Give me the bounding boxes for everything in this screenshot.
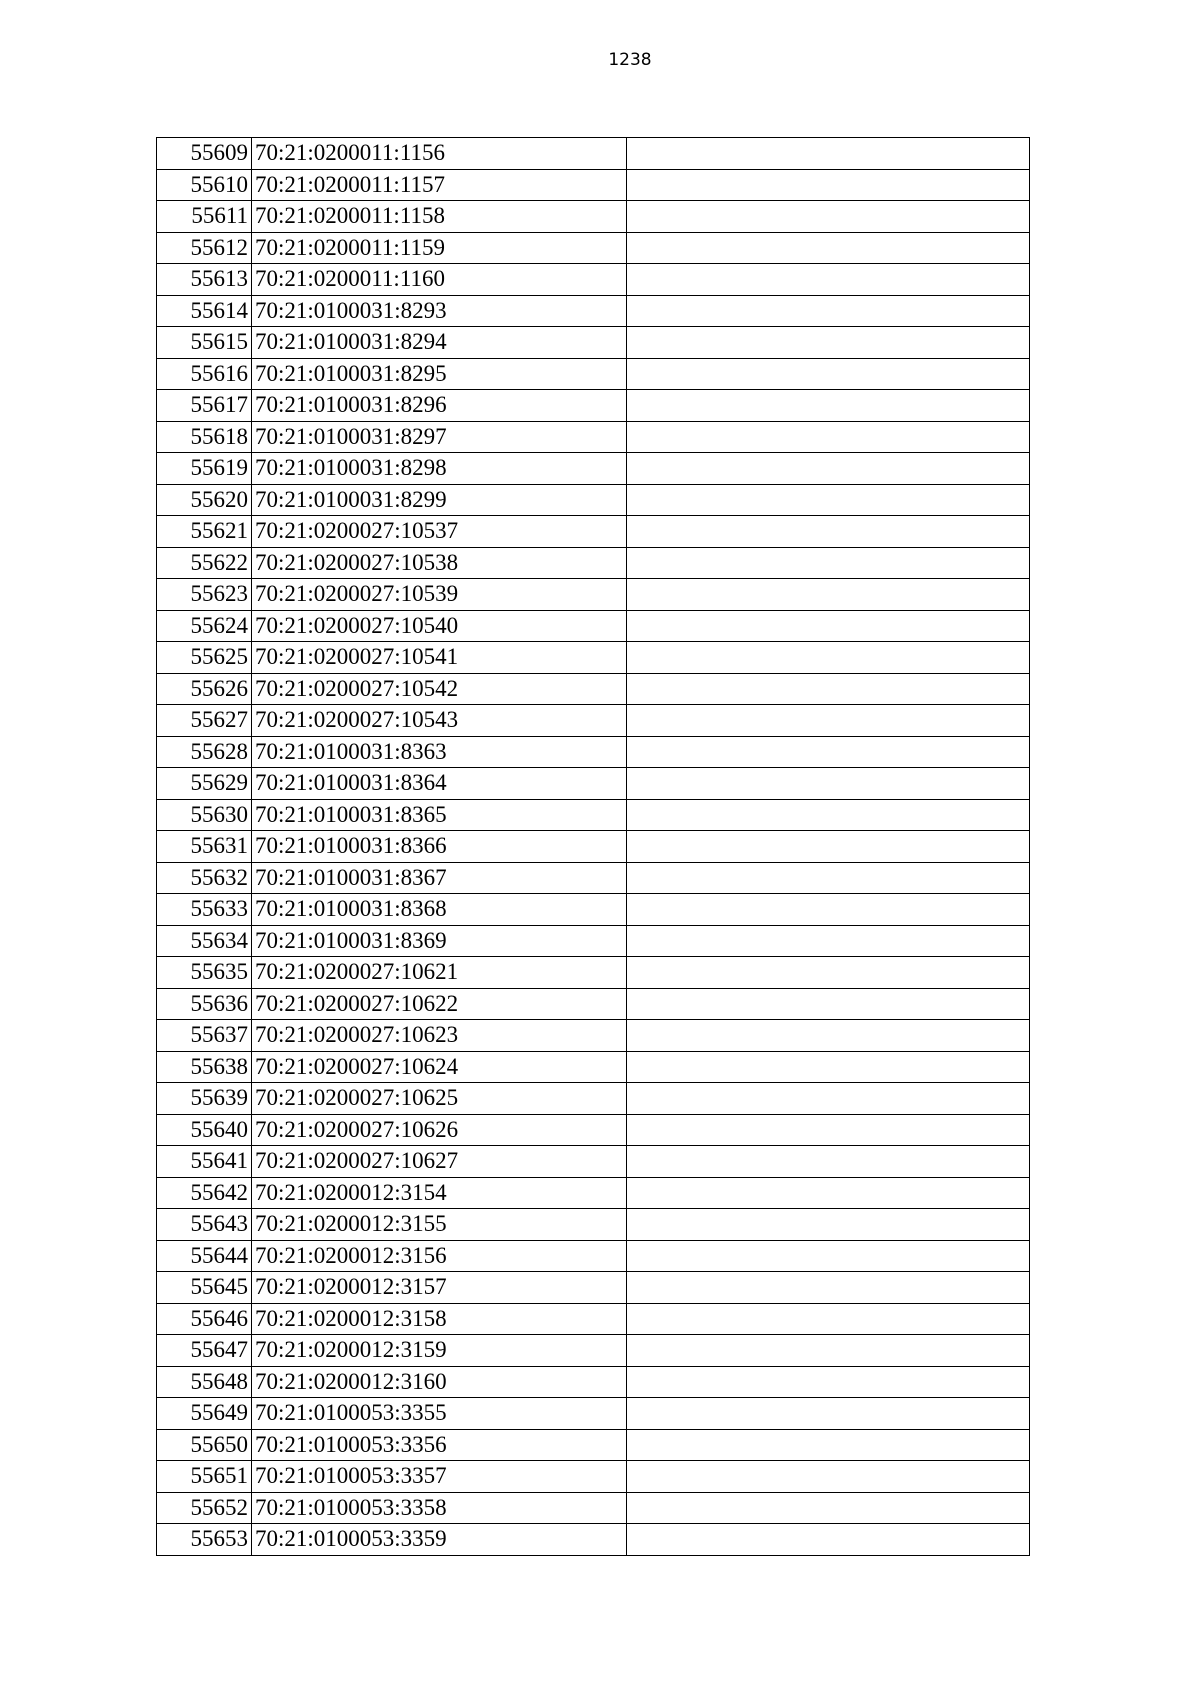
row-number-cell: 55646 (157, 1303, 252, 1335)
row-number-cell: 55650 (157, 1429, 252, 1461)
table-row (157, 1020, 1030, 1052)
table-row (157, 1177, 1030, 1209)
cadastral-number-cell: 70:21:0200011:1156 (252, 138, 627, 170)
cadastral-number-cell: 70:21:0100031:8366 (252, 831, 627, 863)
table-row (157, 1083, 1030, 1115)
empty-cell (627, 831, 1030, 863)
empty-cell (627, 201, 1030, 233)
row-number-cell: 55628 (157, 736, 252, 768)
cadastral-number-cell: 70:21:0100031:8294 (252, 327, 627, 359)
cadastral-value-table (156, 137, 1030, 1556)
row-number-cell: 55616 (157, 358, 252, 390)
table-row (157, 768, 1030, 800)
empty-cell (627, 1492, 1030, 1524)
empty-cell (627, 579, 1030, 611)
row-number-cell: 55630 (157, 799, 252, 831)
row-number-cell: 55633 (157, 894, 252, 926)
empty-cell (627, 138, 1030, 170)
cadastral-number-cell: 70:21:0200012:3160 (252, 1366, 627, 1398)
cadastral-number-cell: 70:21:0100031:8295 (252, 358, 627, 390)
empty-cell (627, 421, 1030, 453)
cadastral-number-cell: 70:21:0100031:8297 (252, 421, 627, 453)
empty-cell (627, 925, 1030, 957)
table-row (157, 453, 1030, 485)
empty-cell (627, 1020, 1030, 1052)
table-row (157, 327, 1030, 359)
table-row (157, 1114, 1030, 1146)
table-row (157, 169, 1030, 201)
cadastral-number-cell: 70:21:0100053:3358 (252, 1492, 627, 1524)
table-row (157, 1335, 1030, 1367)
page-number: 1238 (608, 50, 652, 70)
table-row (157, 610, 1030, 642)
empty-cell (627, 484, 1030, 516)
cadastral-number-cell: 70:21:0200027:10625 (252, 1083, 627, 1115)
table-row (157, 358, 1030, 390)
row-number-cell: 55652 (157, 1492, 252, 1524)
empty-cell (627, 988, 1030, 1020)
table-row (157, 421, 1030, 453)
cadastral-number-cell: 70:21:0200011:1159 (252, 232, 627, 264)
row-number-cell: 55619 (157, 453, 252, 485)
row-number-cell: 55641 (157, 1146, 252, 1178)
row-number-cell: 55649 (157, 1398, 252, 1430)
table-row (157, 1146, 1030, 1178)
cadastral-number-cell: 70:21:0100031:8299 (252, 484, 627, 516)
empty-cell (627, 232, 1030, 264)
table-row (157, 1240, 1030, 1272)
table-row (157, 264, 1030, 296)
empty-cell (627, 1398, 1030, 1430)
table-row (157, 925, 1030, 957)
cadastral-number-cell: 70:21:0200027:10621 (252, 957, 627, 989)
table-row (157, 579, 1030, 611)
table-row (157, 138, 1030, 170)
row-number-cell: 55642 (157, 1177, 252, 1209)
cadastral-number-cell: 70:21:0200012:3154 (252, 1177, 627, 1209)
table-row (157, 957, 1030, 989)
row-number-cell: 55637 (157, 1020, 252, 1052)
cadastral-number-cell: 70:21:0200027:10622 (252, 988, 627, 1020)
row-number-cell: 55643 (157, 1209, 252, 1241)
table-row (157, 1524, 1030, 1556)
empty-cell (627, 1240, 1030, 1272)
table-row (157, 1366, 1030, 1398)
cadastral-number-cell: 70:21:0100053:3355 (252, 1398, 627, 1430)
empty-cell (627, 673, 1030, 705)
table-row (157, 862, 1030, 894)
empty-cell (627, 799, 1030, 831)
empty-cell (627, 1335, 1030, 1367)
cadastral-number-cell: 70:21:0200012:3157 (252, 1272, 627, 1304)
cadastral-number-cell: 70:21:0200011:1158 (252, 201, 627, 233)
cadastral-number-cell: 70:21:0200027:10540 (252, 610, 627, 642)
cadastral-number-cell: 70:21:0100053:3359 (252, 1524, 627, 1556)
empty-cell (627, 295, 1030, 327)
cadastral-number-cell: 70:21:0200027:10627 (252, 1146, 627, 1178)
table-row (157, 1209, 1030, 1241)
cadastral-number-cell: 70:21:0200027:10538 (252, 547, 627, 579)
cadastral-number-cell: 70:21:0200027:10623 (252, 1020, 627, 1052)
table-row (157, 1051, 1030, 1083)
empty-cell (627, 642, 1030, 674)
table-row (157, 547, 1030, 579)
cadastral-number-cell: 70:21:0100031:8293 (252, 295, 627, 327)
empty-cell (627, 1114, 1030, 1146)
cadastral-number-cell: 70:21:0100053:3356 (252, 1429, 627, 1461)
empty-cell (627, 327, 1030, 359)
row-number-cell: 55627 (157, 705, 252, 737)
cadastral-number-cell: 70:21:0200011:1157 (252, 169, 627, 201)
empty-cell (627, 358, 1030, 390)
row-number-cell: 55613 (157, 264, 252, 296)
empty-cell (627, 516, 1030, 548)
table-row (157, 232, 1030, 264)
cadastral-number-cell: 70:21:0200012:3159 (252, 1335, 627, 1367)
row-number-cell: 55618 (157, 421, 252, 453)
table-row (157, 705, 1030, 737)
row-number-cell: 55612 (157, 232, 252, 264)
table-row (157, 1429, 1030, 1461)
table-body (157, 138, 1030, 1556)
row-number-cell: 55635 (157, 957, 252, 989)
table-row (157, 201, 1030, 233)
cadastral-number-cell: 70:21:0200027:10543 (252, 705, 627, 737)
row-number-cell: 55632 (157, 862, 252, 894)
cadastral-number-cell: 70:21:0100031:8367 (252, 862, 627, 894)
row-number-cell: 55653 (157, 1524, 252, 1556)
table-row (157, 1461, 1030, 1493)
cadastral-number-cell: 70:21:0100031:8363 (252, 736, 627, 768)
row-number-cell: 55615 (157, 327, 252, 359)
row-number-cell: 55629 (157, 768, 252, 800)
row-number-cell: 55617 (157, 390, 252, 422)
row-number-cell: 55624 (157, 610, 252, 642)
table-row (157, 642, 1030, 674)
empty-cell (627, 894, 1030, 926)
table-row (157, 516, 1030, 548)
empty-cell (627, 957, 1030, 989)
table-row (157, 673, 1030, 705)
table-row (157, 1303, 1030, 1335)
empty-cell (627, 1461, 1030, 1493)
empty-cell (627, 1209, 1030, 1241)
table-row (157, 1272, 1030, 1304)
empty-cell (627, 1051, 1030, 1083)
empty-cell (627, 1272, 1030, 1304)
empty-cell (627, 390, 1030, 422)
cadastral-number-cell: 70:21:0100031:8368 (252, 894, 627, 926)
row-number-cell: 55648 (157, 1366, 252, 1398)
empty-cell (627, 453, 1030, 485)
row-number-cell: 55614 (157, 295, 252, 327)
row-number-cell: 55623 (157, 579, 252, 611)
row-number-cell: 55620 (157, 484, 252, 516)
table-row (157, 1492, 1030, 1524)
cadastral-number-cell: 70:21:0200011:1160 (252, 264, 627, 296)
cadastral-number-cell: 70:21:0100031:8296 (252, 390, 627, 422)
table-row (157, 831, 1030, 863)
empty-cell (627, 264, 1030, 296)
cadastral-number-cell: 70:21:0100031:8364 (252, 768, 627, 800)
cadastral-number-cell: 70:21:0100031:8365 (252, 799, 627, 831)
table-row (157, 1398, 1030, 1430)
row-number-cell: 55634 (157, 925, 252, 957)
row-number-cell: 55639 (157, 1083, 252, 1115)
cadastral-number-cell: 70:21:0100031:8298 (252, 453, 627, 485)
empty-cell (627, 547, 1030, 579)
cadastral-number-cell: 70:21:0200027:10541 (252, 642, 627, 674)
cadastral-number-cell: 70:21:0100053:3357 (252, 1461, 627, 1493)
row-number-cell: 55644 (157, 1240, 252, 1272)
row-number-cell: 55645 (157, 1272, 252, 1304)
empty-cell (627, 1146, 1030, 1178)
row-number-cell: 55631 (157, 831, 252, 863)
cadastral-number-cell: 70:21:0200027:10539 (252, 579, 627, 611)
empty-cell (627, 736, 1030, 768)
cadastral-number-cell: 70:21:0200012:3155 (252, 1209, 627, 1241)
table-row (157, 390, 1030, 422)
row-number-cell: 55626 (157, 673, 252, 705)
row-number-cell: 55638 (157, 1051, 252, 1083)
table-row (157, 736, 1030, 768)
table-row (157, 295, 1030, 327)
table-row (157, 894, 1030, 926)
empty-cell (627, 1303, 1030, 1335)
empty-cell (627, 705, 1030, 737)
row-number-cell: 55622 (157, 547, 252, 579)
row-number-cell: 55610 (157, 169, 252, 201)
cadastral-number-cell: 70:21:0200012:3158 (252, 1303, 627, 1335)
cadastral-number-cell: 70:21:0200012:3156 (252, 1240, 627, 1272)
row-number-cell: 55651 (157, 1461, 252, 1493)
row-number-cell: 55625 (157, 642, 252, 674)
cadastral-number-cell: 70:21:0200027:10542 (252, 673, 627, 705)
row-number-cell: 55640 (157, 1114, 252, 1146)
empty-cell (627, 169, 1030, 201)
empty-cell (627, 1083, 1030, 1115)
table-row (157, 988, 1030, 1020)
row-number-cell: 55636 (157, 988, 252, 1020)
cadastral-number-cell: 70:21:0200027:10626 (252, 1114, 627, 1146)
cadastral-number-cell: 70:21:0200027:10537 (252, 516, 627, 548)
row-number-cell: 55611 (157, 201, 252, 233)
row-number-cell: 55609 (157, 138, 252, 170)
table-row (157, 799, 1030, 831)
empty-cell (627, 1177, 1030, 1209)
empty-cell (627, 610, 1030, 642)
empty-cell (627, 862, 1030, 894)
empty-cell (627, 1429, 1030, 1461)
row-number-cell: 55621 (157, 516, 252, 548)
row-number-cell: 55647 (157, 1335, 252, 1367)
cadastral-number-cell: 70:21:0100031:8369 (252, 925, 627, 957)
empty-cell (627, 768, 1030, 800)
cadastral-number-cell: 70:21:0200027:10624 (252, 1051, 627, 1083)
empty-cell (627, 1366, 1030, 1398)
empty-cell (627, 1524, 1030, 1556)
table-row (157, 484, 1030, 516)
